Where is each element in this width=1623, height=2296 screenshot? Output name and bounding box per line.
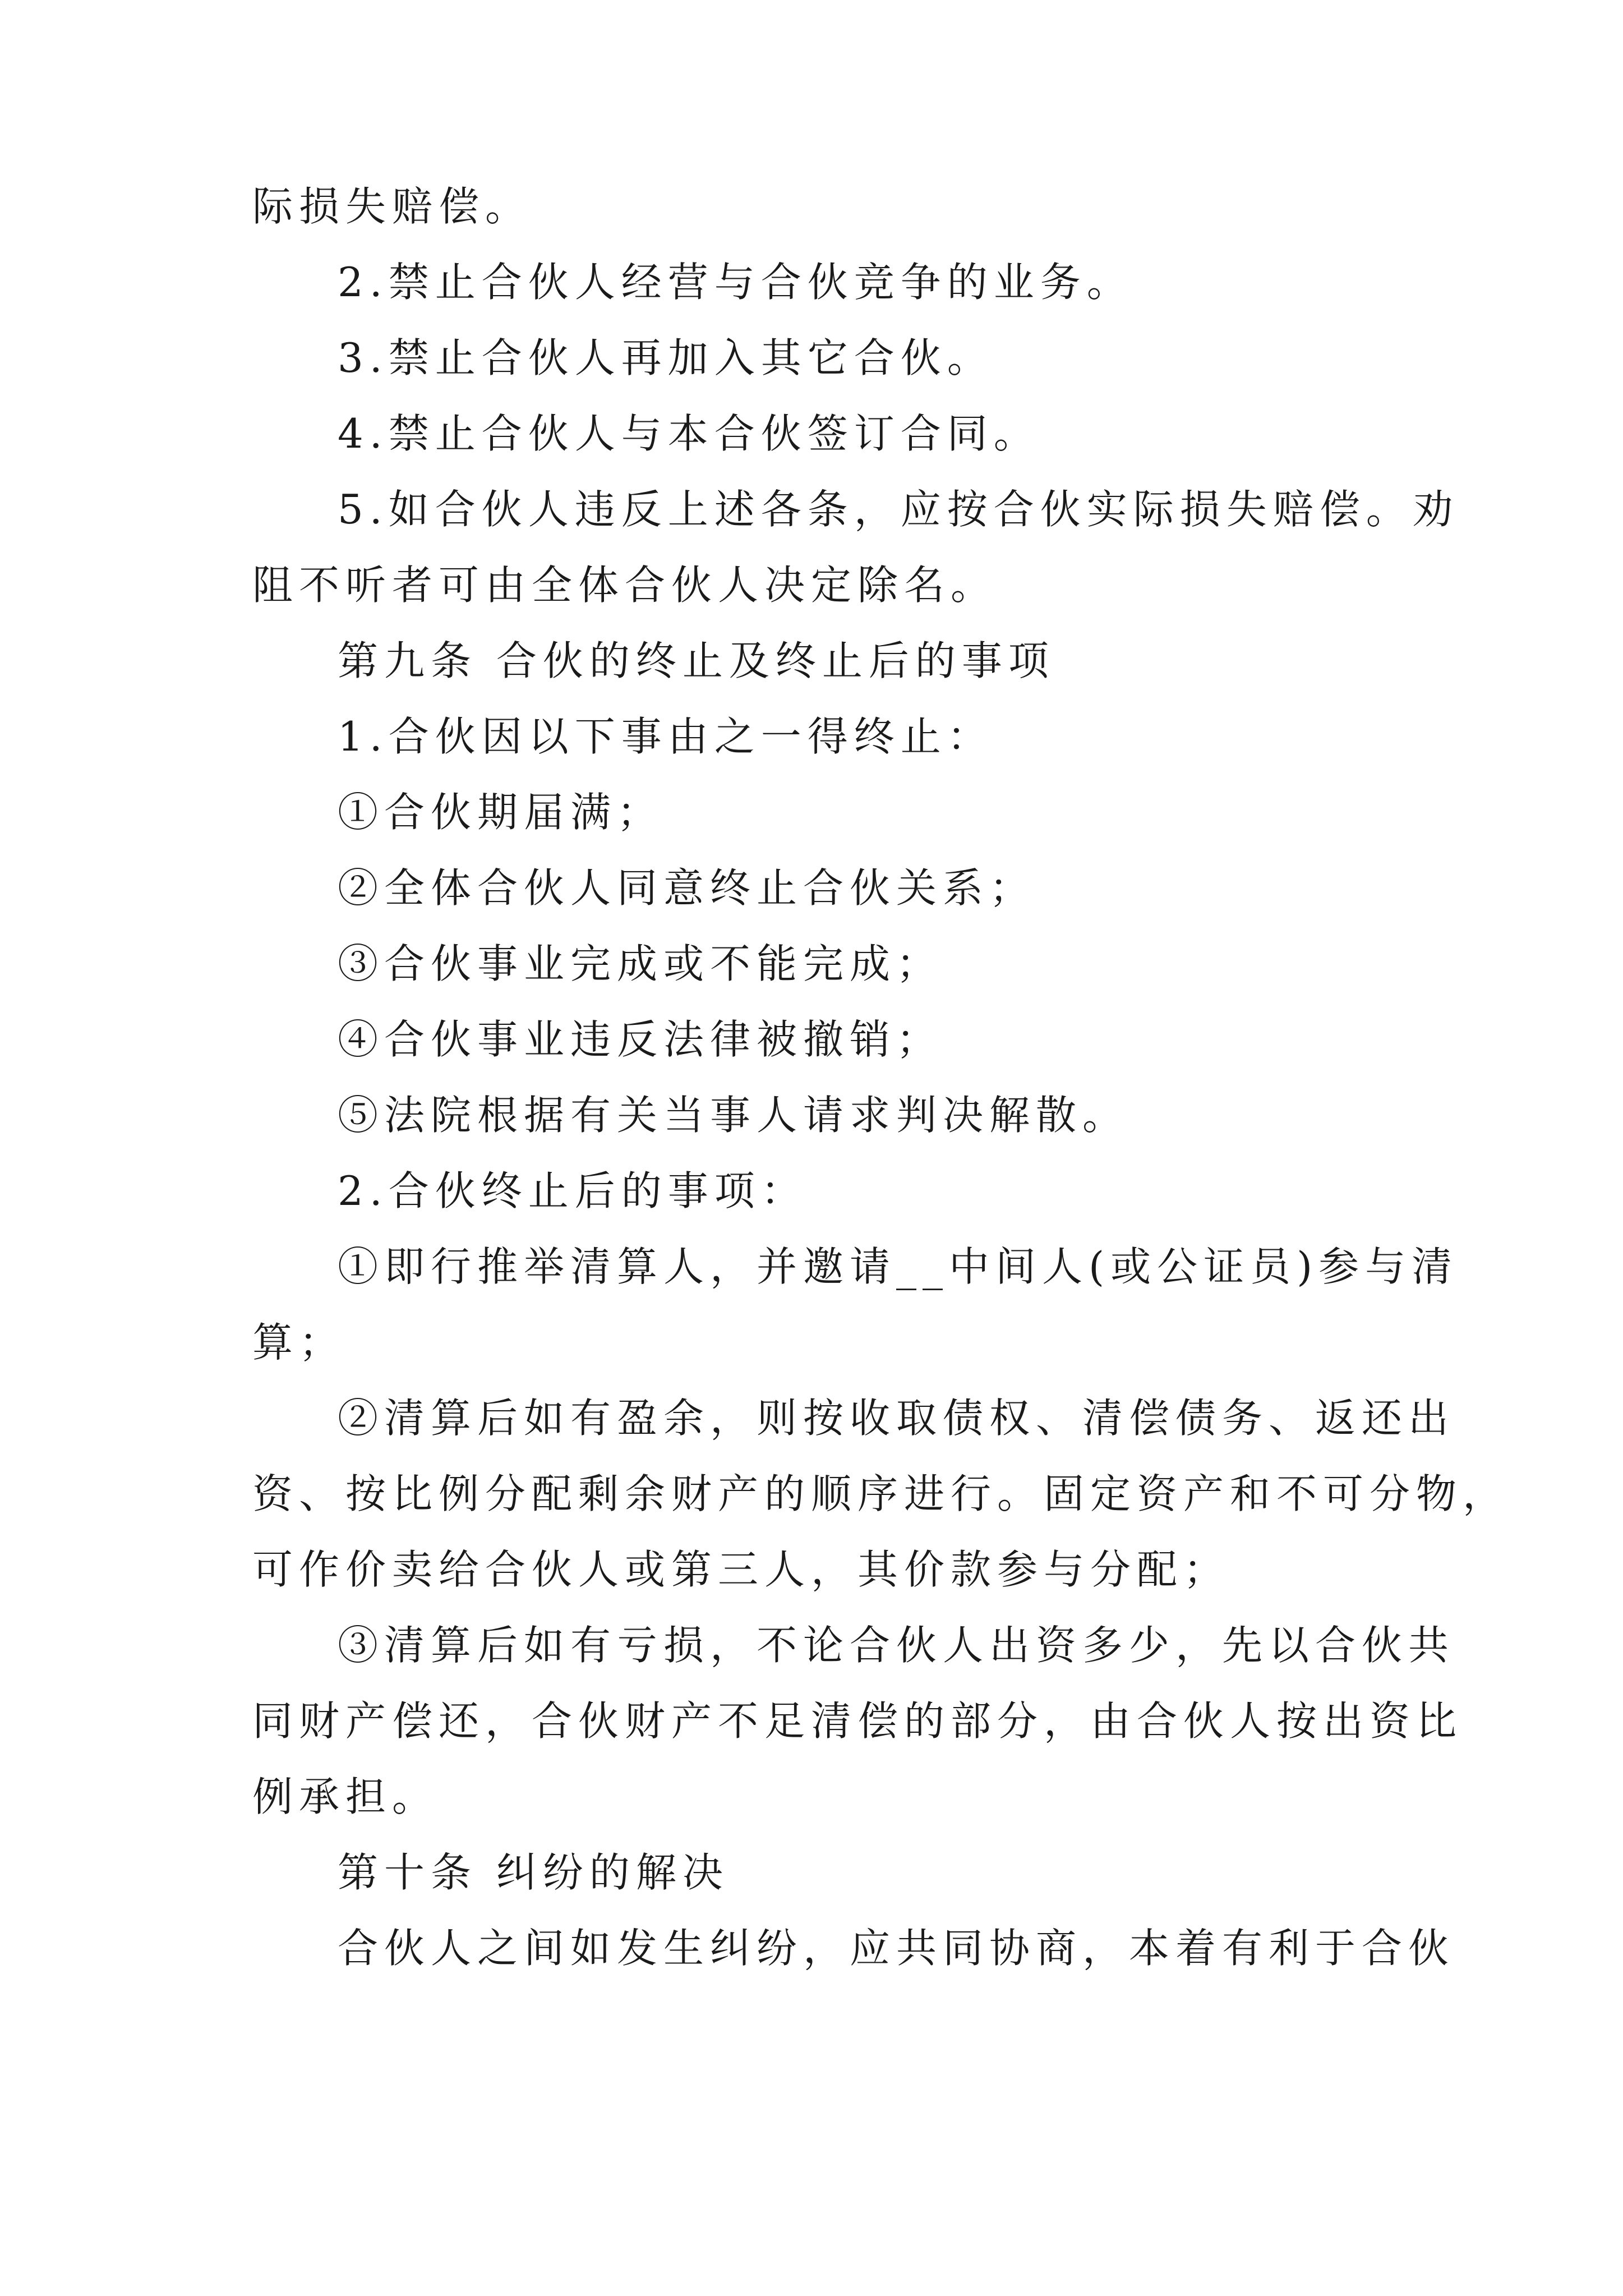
text-line: ⑤法院根据有关当事人请求判决解散。 (338, 1092, 1129, 1139)
text-line: ②全体合伙人同意终止合伙关系； (338, 864, 1036, 912)
text-line: 3.禁止合伙人再加入其它合伙。 (338, 334, 994, 381)
text-line: 2.禁止合伙人经营与合伙竞争的业务。 (338, 259, 1133, 306)
text-line: ①合伙期届满； (338, 789, 664, 836)
text-line: 算； (252, 1319, 346, 1366)
text-line: 2.合伙终止后的事项： (338, 1167, 808, 1214)
text-line: ④合伙事业违反法律被撤销； (338, 1016, 943, 1063)
text-line: 阻不听者可由全体合伙人决定除名。 (252, 562, 998, 609)
text-line: 合伙人之间如发生纠纷，应共同协商，本着有利于合伙 (338, 1925, 1455, 1972)
text-line: ③合伙事业完成或不能完成； (338, 940, 943, 987)
section-heading: 第十条 纠纷的解决 (338, 1849, 729, 1896)
text-line: 4.禁止合伙人与本合伙签订合同。 (338, 410, 1040, 457)
text-line: 5.如合伙人违反上述各条，应按合伙实际损失赔偿。劝 (338, 486, 1459, 533)
text-line: 例承担。 (252, 1773, 439, 1820)
text-line: ②清算后如有盈余，则按收取债权、清偿债务、返还出 (338, 1395, 1455, 1442)
text-line: 可作价卖给合伙人或第三人，其价款参与分配； (252, 1546, 1230, 1593)
text-line: ③清算后如有亏损，不论合伙人出资多少，先以合伙共 (338, 1622, 1455, 1669)
text-line: 1.合伙因以下事由之一得终止： (338, 713, 994, 760)
text-line: ①即行推举清算人，并邀请__中间人(或公证员)参与清 (338, 1243, 1459, 1290)
section-heading: 第九条 合伙的终止及终止后的事项 (338, 637, 1055, 684)
text-line: 同财产偿还，合伙财产不足清偿的部分，由合伙人按出资比 (252, 1697, 1463, 1745)
text-line: 资、按比例分配剩余财产的顺序进行。固定资产和不可分物， (252, 1470, 1510, 1517)
text-line: 际损失赔偿。 (252, 183, 532, 230)
